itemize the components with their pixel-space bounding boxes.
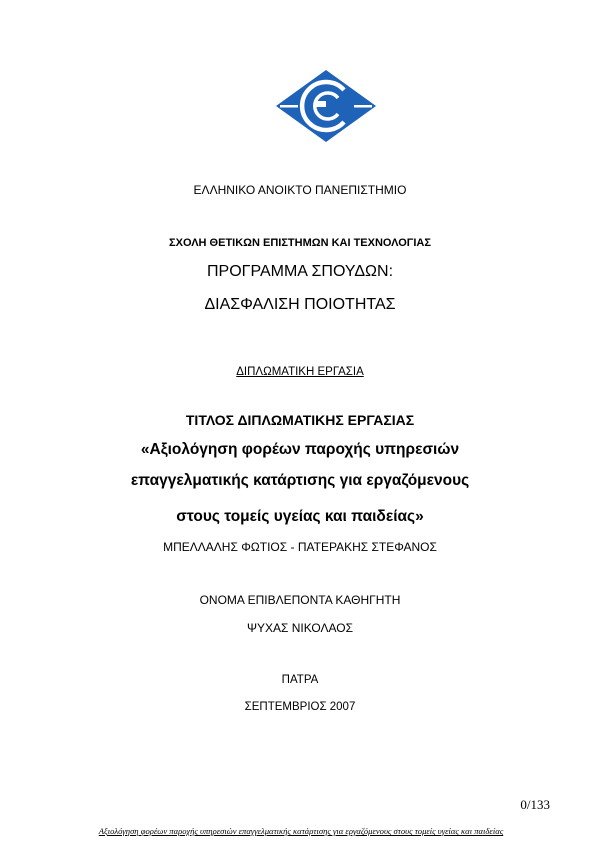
supervisor-name: ΨΥΧΑΣ ΝΙΚΟΛΑΟΣ <box>246 621 354 635</box>
authors: ΜΠΕΛΛΑΛΗΣ ΦΩΤΙΟΣ - ΠΑΤΕΡΑΚΗΣ ΣΤΕΦΑΝΟΣ <box>163 540 437 554</box>
program-name: ΔΙΑΣΦΑΛΙΣΗ ΠΟΙΟΤΗΤΑΣ <box>204 296 396 313</box>
supervisor-label: ΟΝΟΜΑ ΕΠΙΒΛΕΠΟΝΤΑ ΚΑΘΗΓΗΤΗ <box>199 593 401 607</box>
university-name: ΕΛΛΗΝΙΚΟ ΑΝΟΙΚΤΟ ΠΑΝΕΠΙΣΤΗΜΙΟ <box>193 183 407 197</box>
document-type: ΔΙΠΛΩΜΑΤΙΚΗ ΕΡΓΑΣΙΑ <box>236 366 364 378</box>
page-footer: Αξιολόγηση φορέων παροχής υπηρεσιών επαγγελματικής κατάρτισης για εργαζόμενους στους τομείς υγείας και παιδείας <box>98 826 504 836</box>
thesis-title-line-2: επαγγελματικής κατάρτισης για εργαζόμενους <box>130 472 470 489</box>
university-emblem-icon <box>276 70 376 142</box>
school-name: ΣΧΟΛΗ ΘΕΤΙΚΩΝ ΕΠΙΣΤΗΜΩΝ ΚΑΙ ΤΕΧΝΟΛΟΓΙΑΣ <box>169 237 431 249</box>
thesis-title-line-1: «Αξιολόγηση φορέων παροχής υπηρεσιών <box>140 441 460 458</box>
page-number: 0/133 <box>520 797 550 812</box>
title-label: ΤΙΤΛΟΣ ΔΙΠΛΩΜΑΤΙΚΗΣ ΕΡΓΑΣΙΑΣ <box>185 412 415 428</box>
thesis-title-line-3: στους τομείς υγείας και παιδείας» <box>176 508 424 525</box>
date: ΣΕΠΤΕΜΒΡΙΟΣ 2007 <box>244 701 356 713</box>
program-heading: ΠΡΟΓΡΑΜΜΑ ΣΠΟΥΔΩΝ: <box>206 263 394 280</box>
city: ΠΑΤΡΑ <box>281 674 319 686</box>
